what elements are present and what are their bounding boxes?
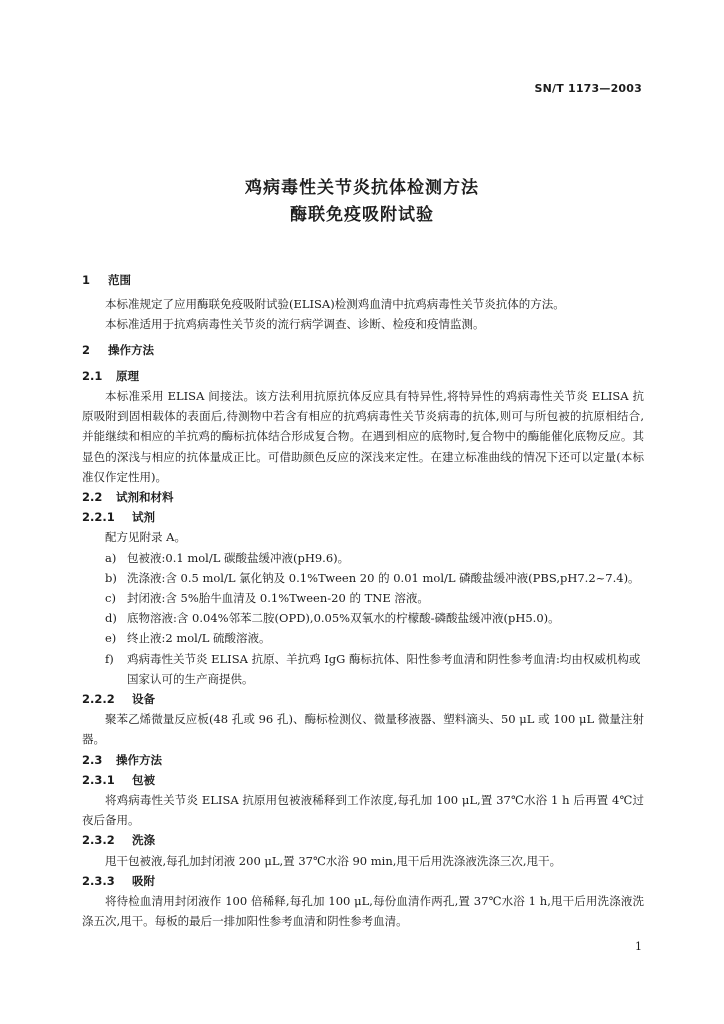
section-heading-2-3-3: 2.3.3 吸附 [82, 873, 156, 888]
document-title: 鸡病毒性关节炎抗体检测方法 [245, 178, 479, 198]
section-heading-2-3-1: 2.3.1 包被 [82, 772, 156, 787]
reagent-intro: 配方见附录 A。 [105, 530, 186, 545]
list-item: e) 终止液:2 mol/L 硫酸溶液。 [105, 631, 271, 646]
document-code: SN/T 1173—2003 [534, 82, 642, 95]
section-heading-2-3: 2.3 操作方法 [82, 752, 163, 767]
section-heading-2-2: 2.2 试剂和材料 [82, 490, 174, 505]
section-heading-1: 1 范围 [82, 273, 132, 287]
document-subtitle: 酶联免疫吸附试验 [290, 205, 434, 225]
list-item: f) 鸡病毒性关节炎 ELISA 抗原、羊抗鸡 IgG 酶标抗体、阳性参考血清和阴性参考血清:均由权威机构或国家认可的生产商提供。 [105, 651, 641, 686]
section-heading-2-2-2: 2.2.2 设备 [82, 692, 156, 707]
washing-paragraph: 甩干包被液,每孔加封闭液 200 μL,置 37℃水浴 90 min,甩干后用洗涤液洗涤三次,甩干。 [105, 853, 562, 868]
adsorption-paragraph: 将待检血清用封闭液作 100 倍稀释,每孔加 100 μL,每份血清作两孔,置 37℃水浴 1 h,甩干后用洗涤液洗涤五次,甩干。每板的最后一排加阳性参考血清和阴性参考血清。 [82, 894, 644, 929]
section-heading-2-2-1: 2.2.1 试剂 [82, 510, 156, 525]
section-heading-2-1: 2.1 原理 [82, 368, 140, 383]
scope-paragraph: 本标准适用于抗鸡病毒性关节炎的流行病学调查、诊断、检疫和疫情监测。 [105, 317, 485, 332]
principle-paragraph: 本标准采用 ELISA 间接法。该方法利用抗原抗体反应具有特异性,将特异性的鸡病毒性关节炎 ELISA 抗原吸附到固相载体的表面后,待测物中若含有相应的抗鸡病毒性关节炎病毒的抗体,则可与所包被的抗原相结合,并能继续和相应的羊抗鸡的酶标抗体结合形成复合物。在遇到相应的底物时,复合物中的酶能催化底物反应。其显色的深浅与相应的抗体量成正比。可借助颜色反应的深浅来定性。在建立标准曲线的情况下还可以定量(本标准仅作定性用)。 [82, 389, 644, 484]
scope-paragraph: 本标准规定了应用酶联免疫吸附试验(ELISA)检测鸡血清中抗鸡病毒性关节炎抗体的方法。 [105, 297, 565, 312]
list-item: d) 底物溶液:含 0.04%邻苯二胺(OPD),0.05%双氧水的柠檬酸-磷酸盐缓冲液(pH5.0)。 [105, 611, 560, 626]
coating-paragraph: 将鸡病毒性关节炎 ELISA 抗原用包被液稀释到工作浓度,每孔加 100 μL,置 37℃水浴 1 h 后再置 4℃过夜后备用。 [82, 793, 644, 828]
section-heading-2: 2 操作方法 [82, 342, 155, 357]
list-item: c) 封闭液:含 5%胎牛血清及 0.1%Tween-20 的 TNE 溶液。 [105, 591, 429, 606]
equipment-paragraph: 聚苯乙烯微量反应板(48 孔或 96 孔)、酶标检测仪、微量移液器、塑料滴头、50 μL 或 100 μL 微量注射器。 [82, 712, 644, 747]
list-item: b) 洗涤液:含 0.5 mol/L 氯化钠及 0.1%Tween 20 的 0.01 mol/L 磷酸盐缓冲液(PBS,pH7.2~7.4)。 [105, 570, 640, 585]
section-heading-2-3-2: 2.3.2 洗涤 [82, 833, 156, 848]
list-item: a) 包被液:0.1 mol/L 碳酸盐缓冲液(pH9.6)。 [105, 550, 350, 565]
document-body [82, 270, 644, 932]
page-number: 1 [635, 940, 642, 953]
